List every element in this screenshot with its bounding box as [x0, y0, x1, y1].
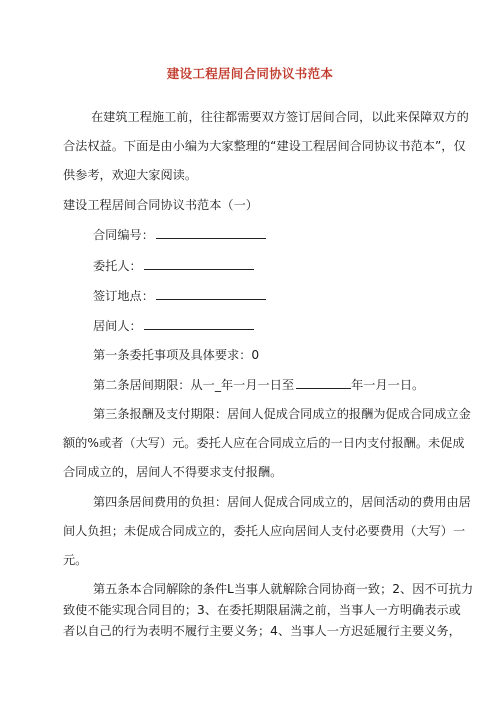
field-contract-no-label: 合同编号：: [93, 228, 154, 242]
section-heading: 建设工程居间合同协议书范本（一）: [63, 198, 258, 212]
field-sign-place: [93, 287, 266, 304]
article-4-line-3: 元。: [63, 553, 88, 567]
article-2-blank: [296, 377, 351, 389]
article-4-line-2: 间人负担；未促成合同成立的，委托人应向居间人支付必要费用（大写）一: [63, 524, 466, 538]
article-2-prefix: 第二条居间期限：从一_年一月一日至: [93, 378, 295, 392]
client-blank: [144, 258, 254, 270]
article-5-line-1: 第五条本合同解除的条件L当事人就解除合同协商一致；2、因不可抗力: [93, 582, 474, 596]
field-client: [93, 257, 254, 274]
article-3-line-1: 第三条报酬及支付期限：居间人促成合同成立的报酬为促成合同成立金: [93, 407, 471, 421]
article-2-suffix: 年一月一日。: [351, 378, 425, 392]
article-4-line-1: 第四条居间费用的负担：居间人促成合同成立的，居间活动的费用由居: [93, 495, 471, 509]
article-5-line-2: 致使不能实现合同目的；3、在委托期限届满之前，当事人一方明确表示或: [63, 603, 461, 617]
article-3-line-3: 合同成立的，居间人不得要求支付报酬。: [63, 465, 283, 479]
intermediary-blank: [144, 318, 254, 330]
article-3-line-2: 额的%或者（大写）元。委托人应在合同成立后的一日内支付报酬。未促成: [63, 436, 465, 450]
field-intermediary-label: 居间人：: [93, 319, 142, 333]
sign-place-blank: [156, 288, 266, 300]
field-client-label: 委托人：: [93, 259, 142, 273]
field-contract-no: [93, 226, 266, 243]
article-5-line-3: 者以自己的行为表明不履行主要义务；4、当事人一方迟延履行主要义务，: [63, 624, 461, 638]
article-2: [93, 376, 424, 393]
document-title: 建设工程居间合同协议书范本: [166, 66, 334, 81]
intro-line-1: 在建筑工程施工前，往往都需要双方签订居间合同，以此来保障双方的: [91, 110, 469, 124]
article-1: 第一条委托事项及具体要求：0: [93, 348, 260, 362]
contract-no-blank: [156, 227, 266, 239]
field-intermediary: [93, 317, 254, 334]
intro-line-3: 供参考，欢迎大家阅读。: [63, 168, 198, 182]
field-sign-place-label: 签订地点：: [93, 289, 154, 303]
intro-line-2: 合法权益。下面是由小编为大家整理的“建设工程居间合同协议书范本”，仅: [63, 139, 466, 153]
